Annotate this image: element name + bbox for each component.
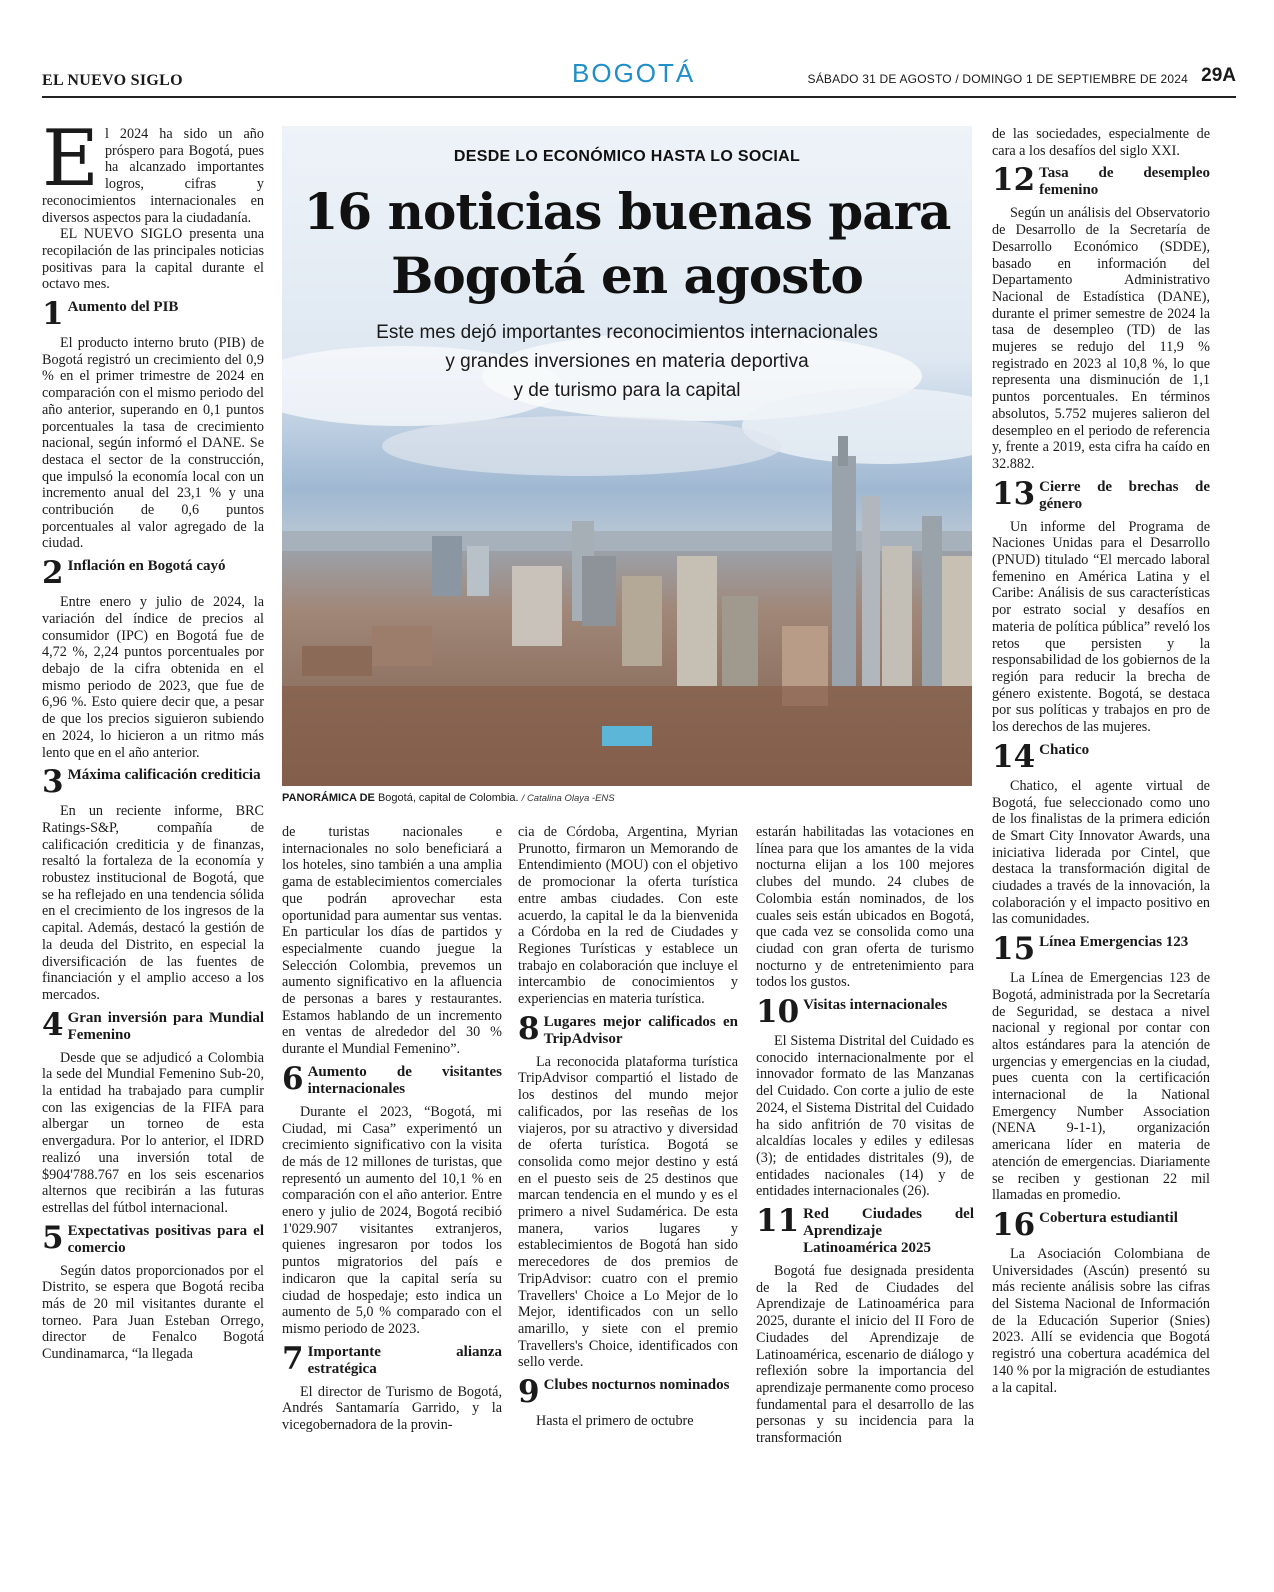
item-number: 14 [992, 738, 1036, 775]
item-title: Expectativas positivas para el comercio [67, 1222, 264, 1256]
item-number: 9 [518, 1374, 540, 1411]
item-number: 3 [42, 764, 64, 801]
photo-caption [282, 792, 972, 804]
item-body: Según datos proporcionados por el Distrito, se espera que Bogotá reciba más de 20 mil visitantes durante el torneo. Para Juan Esteban Orrego, director de Fenalco Bogotá Cundinamarca, “la llegada [42, 1262, 264, 1363]
item-body: Durante el 2023, “Bogotá, mi Ciudad, mi Casa” experimentó un crecimiento significativo con la visita de más de 12 millones de turistas, que representó un aumento del 10,1 % en comparación con el año anterior. Entre enero y julio de 2024, Bogotá recibió 1'029.907 visitantes extranjeros, quienes ingresaron por todos los puntos migratorios del país e indicaron que la capital sería su ciudad de hospedaje; esto indica un aumento de 5,0 % comparado con el mismo periodo de 2023. [282, 1103, 502, 1337]
item-heading [42, 1219, 264, 1257]
item-body-continued: de turistas nacionales e internacionales no solo beneficiará a los hoteles, sino también a una amplia gama de establecimientos comerciales que podrán aprovechar esta oportunidad para aumentar sus ventas. En particular los días de partidos y especialmente cuando juegue la Selección Colombia, prevemos un aumento significativo en la afluencia de personas a bares y restaurantes. Estamos hablando de un incremento en ventas de alrededor del 30 % durante el Mundial Femenino”. [282, 824, 502, 1058]
column-1 [42, 114, 264, 1363]
item-body: El producto interno bruto (PIB) de Bogotá registró un crecimiento del 0,9 % en el primer trimestre de 2024 en comparación con el mismo periodo del año anterior, superando en 0,1 puntos porcentuales la tasa de crecimiento nacional, según informó el DANE. Se destaca el sector de la construcción, que impulsó la economía local con un incremento anual del 23,1 % y una contribución de 0,6 puntos porcentuales al valor agregado de la ciudad. [42, 335, 264, 552]
item-heading [992, 1206, 1210, 1243]
item-number: 1 [42, 296, 64, 333]
deck [282, 318, 972, 405]
item-number: 12 [992, 162, 1036, 199]
item-heading [992, 931, 1210, 968]
item-title: Aumento del PIB [67, 299, 179, 316]
section-name: BOGOTÁ [572, 58, 696, 88]
item-body-continued: de las sociedades, especialmente de cara a los desafíos del siglo XXI. [992, 126, 1210, 159]
item-title: Máxima calificación crediticia [67, 767, 261, 784]
headline [282, 180, 972, 308]
item-body: La Asociación Colombiana de Universidades (Ascún) presentó su más reciente análisis sobre las cifras del Sistema Nacional de Información de la Educación Superior (Snies) 2023. Allí se evidencia que Bogotá registró una cobertura académica del 140 % por la migración de estudiantes a la capital. [992, 1245, 1210, 1396]
caption-text: Bogotá, capital de Colombia. [377, 792, 519, 804]
item-body: Hasta el primero de octubre [536, 1413, 694, 1430]
column-2 [282, 824, 502, 1434]
item-title: Aumento de visitantes internacionales [307, 1063, 502, 1097]
item-title: Clubes nocturnos nominados [543, 1377, 730, 1394]
item-title: Chatico [1039, 741, 1090, 758]
headline-line: Bogotá en agosto [391, 246, 863, 305]
deck-line: y grandes inversiones en materia deportiva [445, 351, 809, 372]
item-body: El director de Turismo de Bogotá, Andrés Santamaría Garrido, y la vicegobernadora de la provin- [282, 1383, 502, 1434]
item-title: Gran inversión para Mundial Femenino [67, 1009, 264, 1043]
item-title: Inflación en Bogotá cayó [67, 558, 226, 575]
item-title: Cobertura estudiantil [1039, 1209, 1178, 1226]
intro [42, 114, 264, 226]
page-number: 29A [1201, 65, 1236, 86]
item-number: 8 [518, 1010, 540, 1047]
item-title: Visitas internacionales [803, 997, 948, 1014]
item-heading [518, 1010, 738, 1048]
item-body: Chatico, el agente virtual de Bogotá, fue seleccionado como uno de los finalistas de la primera edición de Smart City Innovator Awards, una iniciativa liderada por Cintel, que destaca la transformación digital de ciudades a través de la innovación, la colaboración y el impacto positivo en las comunidades. [992, 777, 1210, 928]
item-body: La Línea de Emergencias 123 de Bogotá, administrada por la Secretaría de Seguridad, se destaca a nivel nacional y regional por contar con altos estándares para la atención de urgencias y emergencias en la ciudad, pues cuenta con la certificación internacional de la National Emergency Number Association (NENA 9-1-1), organización americana líder en materia de atención de emergencias. Diariamente se reciben y gestionan 22 mil llamadas en promedio. [992, 970, 1210, 1204]
intro-paragraph: EL NUEVO SIGLO presenta una recopilación de las principales noticias positivas para la capital durante el octavo mes. [42, 226, 264, 293]
item-heading [282, 1340, 502, 1378]
deck-line: y de turismo para la capital [513, 380, 741, 401]
item-body: La reconocida plataforma turística TripAdvisor compartió el listado de los destinos del mundo mejor calificados, por las reseñas de los viajeros, por su atractivo y diversidad de oferta turística. Bogotá se consolida como mejor destino y está en el puesto seis de 25 destinos que marcan tendencia en el mundo y es el primero a nivel Sudamérica. De esta manera, varios lugares y establecimientos de Bogotá han sido merecedores de dos premios de TripAdvisor: cuatro con el premio Travellers' Choice a Lo Mejor de lo Mejor, identificados con un sello amarillo, y siete con el premio Travellers's Choice, identificados con sello verde. [518, 1053, 738, 1371]
item-number: 7 [282, 1340, 304, 1377]
item-heading [42, 1006, 264, 1044]
item-body: En un reciente informe, BRC Ratings-S&P, compañía de calificación crediticia y de finanzas, resaltó la fortaleza de la economía y robustez institucional de Bogotá, que se ha reflejado en una tendencia sólida en el crecimiento de los ingresos de la capital. Además, destacó la gestión de la deuda del Distrito, en especial la diversificación de las fuentes de financiación y el amplio acceso a los mercados. [42, 803, 264, 1003]
headline-line: 16 noticias buenas para [303, 182, 951, 241]
item-body: Desde que se adjudicó a Colombia la sede del Mundial Femenino Sub-20, la entidad ha trabajado para cumplir con las exigencias de la FIFA para albergar un torneo de esta envergadura. Por lo anterior, el IDRD realizó una inversión total de $904'788.767 en los seis escenarios alternos que recibirán a las futuras estrellas del fútbol internacional. [42, 1049, 264, 1216]
caption-label: PANORÁMICA DE [282, 792, 375, 804]
item-body: Bogotá fue designada presidenta de la Red de Ciudades del Aprendizaje de Latinoamérica para 2025, durante el inicio del II Foro de Ciudades del Aprendizaje de Latinoamérica, escenario de diálogo y reflexión sobre la importancia del aprendizaje permanente como proceso fundamental para el desarrollo de las personas y su incidencia para la transformación [756, 1263, 974, 1447]
column-4 [756, 824, 974, 1447]
item-number: 6 [282, 1060, 304, 1097]
issue-date: SÁBADO 31 DE AGOSTO / DOMINGO 1 DE SEPTIEMBRE DE 2024 [807, 72, 1188, 86]
newspaper-name: EL NUEVO SIGLO [42, 72, 183, 89]
item-heading [992, 738, 1210, 775]
item-heading [282, 1060, 502, 1098]
item-body: Entre enero y julio de 2024, la variación del índice de precios al consumidor (IPC) en Bogotá fue de 4,72 %, 2,24 puntos porcentuales por debajo de la cifra obtenida en el mismo periodo de 2023, que fue de 6,96 %. Esto quiere decir que, a pesar de que los precios siguieron subiendo en 2024, lo hicieron a un ritmo más lento que en el año anterior. [42, 594, 264, 761]
item-title: Red Ciudades del Aprendizaje Latinoamérica 2025 [803, 1206, 974, 1257]
item-title: Lugares mejor calificados en TripAdvisor [543, 1013, 738, 1047]
item-heading [42, 555, 264, 592]
item-heading [992, 475, 1210, 513]
drop-cap: E [42, 114, 99, 204]
item-title: Línea Emergencias 123 [1039, 934, 1189, 951]
item-number: 16 [992, 1206, 1036, 1243]
item-heading [42, 764, 264, 801]
item-title: Importante alianza estratégica [307, 1343, 502, 1377]
item-number: 11 [756, 1203, 800, 1240]
item-number: 10 [756, 994, 800, 1031]
column-3 [518, 824, 738, 1430]
item-heading [992, 162, 1210, 199]
item-body: Según un análisis del Observatorio de Desarrollo de la Secretaría de Desarrollo Económico (SDDE), basado en información del Departamento Administrativo Nacional de Estadística (DANE), durante el primer semestre de 2024 la tasa de desempleo (TD) de las mujeres se redujo del 11,9 % registrado en 2023 al 10,8 %, lo que representa una disminución de 1,1 puntos porcentuales. En términos absolutos, 5.752 mujeres salieron del desempleo en el periodo de referencia y, frente a 2019, esta cifra ha caído en 32.882. [992, 205, 1210, 472]
deck-line: Este mes dejó importantes reconocimientos internacionales [376, 322, 878, 343]
item-title: Tasa de desempleo femenino [1039, 165, 1210, 199]
column-5 [992, 126, 1210, 1396]
item-body: El Sistema Distrital del Cuidado es conocido internacionalmente por el innovador formato de las Manzanas del Cuidado. Con corte a julio de este 2024, el Sistema Distrital del Cuidado ha sido anfitrión de 70 visitas de alcaldías locales y ediles y edilesas (3); de entidades distritales (9), de entidades nacionales (14) y de entidades internacionales (26). [756, 1033, 974, 1200]
item-number: 15 [992, 931, 1036, 968]
item-heading [518, 1374, 738, 1411]
item-heading [42, 296, 264, 333]
item-number: 2 [42, 555, 64, 592]
photo-credit: / Catalina Olaya -ENS [521, 793, 615, 804]
item-number: 4 [42, 1006, 64, 1043]
masthead [42, 58, 1236, 98]
item-body: Un informe del Programa de Naciones Unidas para el Desarrollo (PNUD) titulado “El mercado laboral femenino en América Latina y el Caribe: Análisis de sus características por estrato social y desafíos en materia de política pública” reveló los retos que persisten y la responsabilidad de los gobiernos de la región para reducir la brecha de género existente. Bogotá, se destaca por sus políticas y trabajos en pro de los derechos de las mujeres. [992, 518, 1210, 736]
item-heading [756, 994, 974, 1031]
item-title: Cierre de brechas de género [1039, 478, 1210, 512]
item-heading [756, 1203, 974, 1257]
item-body-continued: cia de Córdoba, Argentina, Myrian Prunotto, firmaron un Memorando de Entendimiento (MOU) con el objetivo de promocionar la oferta turística entre ambas ciudades. Con este acuerdo, la capital le da la bienvenida a Córdoba en la red de Ciudades y Regiones Turísticas y establece un trabajo en colaboración que incluye el intercambio de conocimientos y experiencias en materia turística. [518, 824, 738, 1008]
intro-paragraph: l 2024 ha sido un año próspero para Bogotá, pues ha alcanzado importantes logros, cifras y reconocimientos internacionales en diversos aspectos para la ciudadanía. [42, 126, 264, 226]
item-body-continued: estarán habilitadas las votaciones en línea para que los amantes de la vida nocturna elijan a los 100 mejores clubes del mundo. 24 clubes de Colombia están nominados, de los cuales seis están ubicados en Bogotá, que cada vez se consolida como una ciudad con gran oferta de turismo nocturno y de entretenimiento para todos los gustos. [756, 824, 974, 991]
item-number: 5 [42, 1219, 64, 1256]
item-number: 13 [992, 475, 1036, 512]
kicker: DESDE LO ECONÓMICO HASTA LO SOCIAL [453, 148, 801, 165]
